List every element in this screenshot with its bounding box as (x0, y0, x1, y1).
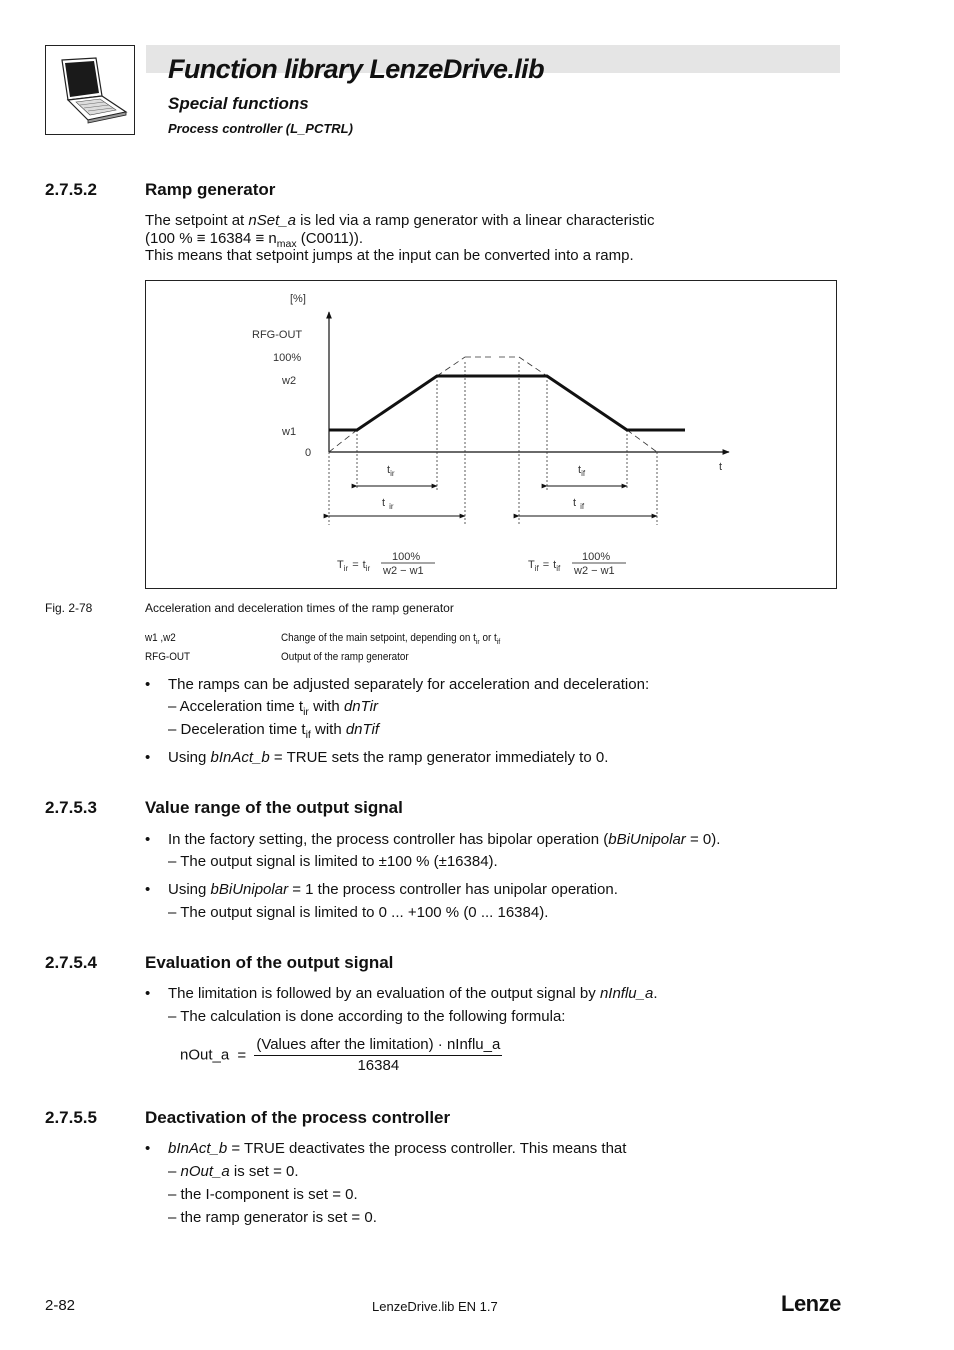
svg-text:100%: 100% (582, 551, 611, 563)
svg-text:Tir=tir: $T_{ir} = t_{ir}$ (337, 559, 371, 573)
heading-number: 2.7.5.2 (45, 180, 97, 199)
bullet-subitem: – The output signal is limited to ±100 % (±16384). (168, 853, 498, 870)
formula-tir (337, 551, 435, 577)
bullet-subitem: – Deceleration time $t_{if}$ with dnTif (168, 721, 380, 741)
bullet-text: bInAct_b = TRUE deactivates the process controller. This means that (168, 1140, 627, 1157)
heading-ramp-generator: Ramp generator (145, 180, 276, 199)
bullet-subitem: – The output signal is limited to 0 ... +100 % (0 ... 16384). (168, 904, 549, 921)
bullet-subitem: – nOut_a is set = 0. (168, 1163, 299, 1180)
bullet-text: In the factory setting, the process controller has bipolar operation (bBiUnipolar = 0). (168, 831, 721, 848)
svg-text:w2 − w1: w2 − w1 (574, 565, 615, 577)
bullet-icon: • (145, 1140, 151, 1157)
unit-label: [%] (290, 293, 306, 305)
y-tick-100: 100% (273, 352, 302, 364)
laptop-icon (46, 46, 134, 134)
bullet-icon: • (145, 881, 151, 898)
paragraph-line: The setpoint at nSet_a is led via a ramp generator with a linear characteristic (145, 212, 655, 229)
label-tir-total: t $_{ir}$ (382, 497, 394, 511)
document-title: Function library LenzeDrive.lib (168, 54, 544, 84)
ramp-extension (627, 430, 657, 452)
bullet-text: The limitation is followed by an evaluation of the output signal by nInflu_a. (168, 985, 658, 1002)
paragraph-line: This means that setpoint jumps at the input can be converted into a ramp. (145, 247, 634, 264)
heading-number: 2.7.5.3 (45, 798, 97, 817)
bullet-subitem: – the ramp generator is set = 0. (168, 1209, 377, 1226)
y-tick-w1: w1 (282, 426, 297, 438)
ramp-extension (519, 357, 547, 376)
heading-value-range: Value range of the output signal (145, 798, 403, 817)
y-tick-0: 0 (305, 447, 312, 459)
label-tir: $t_{ir}$ (387, 464, 395, 478)
bullet-subitem: – Acceleration time $t_{ir}$ with dnTir (168, 698, 378, 718)
ramp-diagram (145, 280, 837, 589)
heading-number: 2.7.5.5 (45, 1108, 97, 1127)
formula-tif (528, 551, 626, 577)
bullet-icon: • (145, 831, 151, 848)
legend-value: Output of the ramp generator (281, 651, 409, 663)
svg-text:w2 − w1: w2 − w1 (383, 565, 424, 577)
ramp-extension (329, 430, 357, 452)
label-tif: $t_{if}$ (578, 464, 586, 478)
formula-nout: nOut_a = $\frac{\text{(Values after the limitation) · nInflu\_a}}{16384}$ (180, 1036, 501, 1074)
lenze-logo: Lenze (781, 1291, 841, 1316)
rfg-out-curve (329, 376, 685, 430)
laptop-icon-frame (45, 45, 135, 135)
bullet-subitem: – The calculation is done according to the following formula: (168, 1008, 566, 1025)
section-title: Special functions (168, 94, 309, 113)
legend-key: w1 ,w2 (145, 632, 176, 644)
page-number: 2-82 (45, 1297, 76, 1314)
ramp-extension (437, 357, 465, 376)
svg-text:100%: 100% (392, 551, 421, 563)
document-version: LenzeDrive.lib EN 1.7 (372, 1299, 498, 1314)
bullet-subitem: – the I-component is set = 0. (168, 1186, 358, 1203)
legend-value: Change of the main setpoint, depending on $t_{ir}$ or $t_{if}$ (281, 632, 501, 647)
bullet-text: The ramps can be adjusted separately for acceleration and deceleration: (168, 676, 650, 693)
bullet-icon: • (145, 676, 151, 693)
heading-deactivation: Deactivation of the process controller (145, 1108, 451, 1127)
y-tick-w2: w2 (282, 375, 297, 387)
bullet-icon: • (145, 749, 151, 766)
svg-text:Tif=tif: $T_{if} = t_{if}$ (528, 559, 561, 573)
heading-number: 2.7.5.4 (45, 953, 97, 972)
bullet-text: Using bInAct_b = TRUE sets the ramp generator immediately to 0. (168, 749, 609, 766)
subsection-title: Process controller (L_PCTRL) (168, 121, 353, 136)
legend-key: RFG-OUT (145, 651, 191, 663)
rfg-out-label: RFG-OUT (252, 329, 303, 341)
heading-evaluation: Evaluation of the output signal (145, 953, 394, 972)
paragraph-line: (100 % ≡ $16384 \equiv n_{max}$ (C0011)). (145, 230, 364, 250)
x-axis-label: t (719, 461, 723, 473)
figure-caption: Acceleration and deceleration times of the ramp generator (145, 601, 454, 615)
label-tif-total: t $_{if}$ (573, 497, 585, 511)
bullet-icon: • (145, 985, 151, 1002)
bullet-text: Using bBiUnipolar = 1 the process controller has unipolar operation. (168, 881, 618, 898)
figure-label: Fig. 2-78 (45, 601, 93, 615)
